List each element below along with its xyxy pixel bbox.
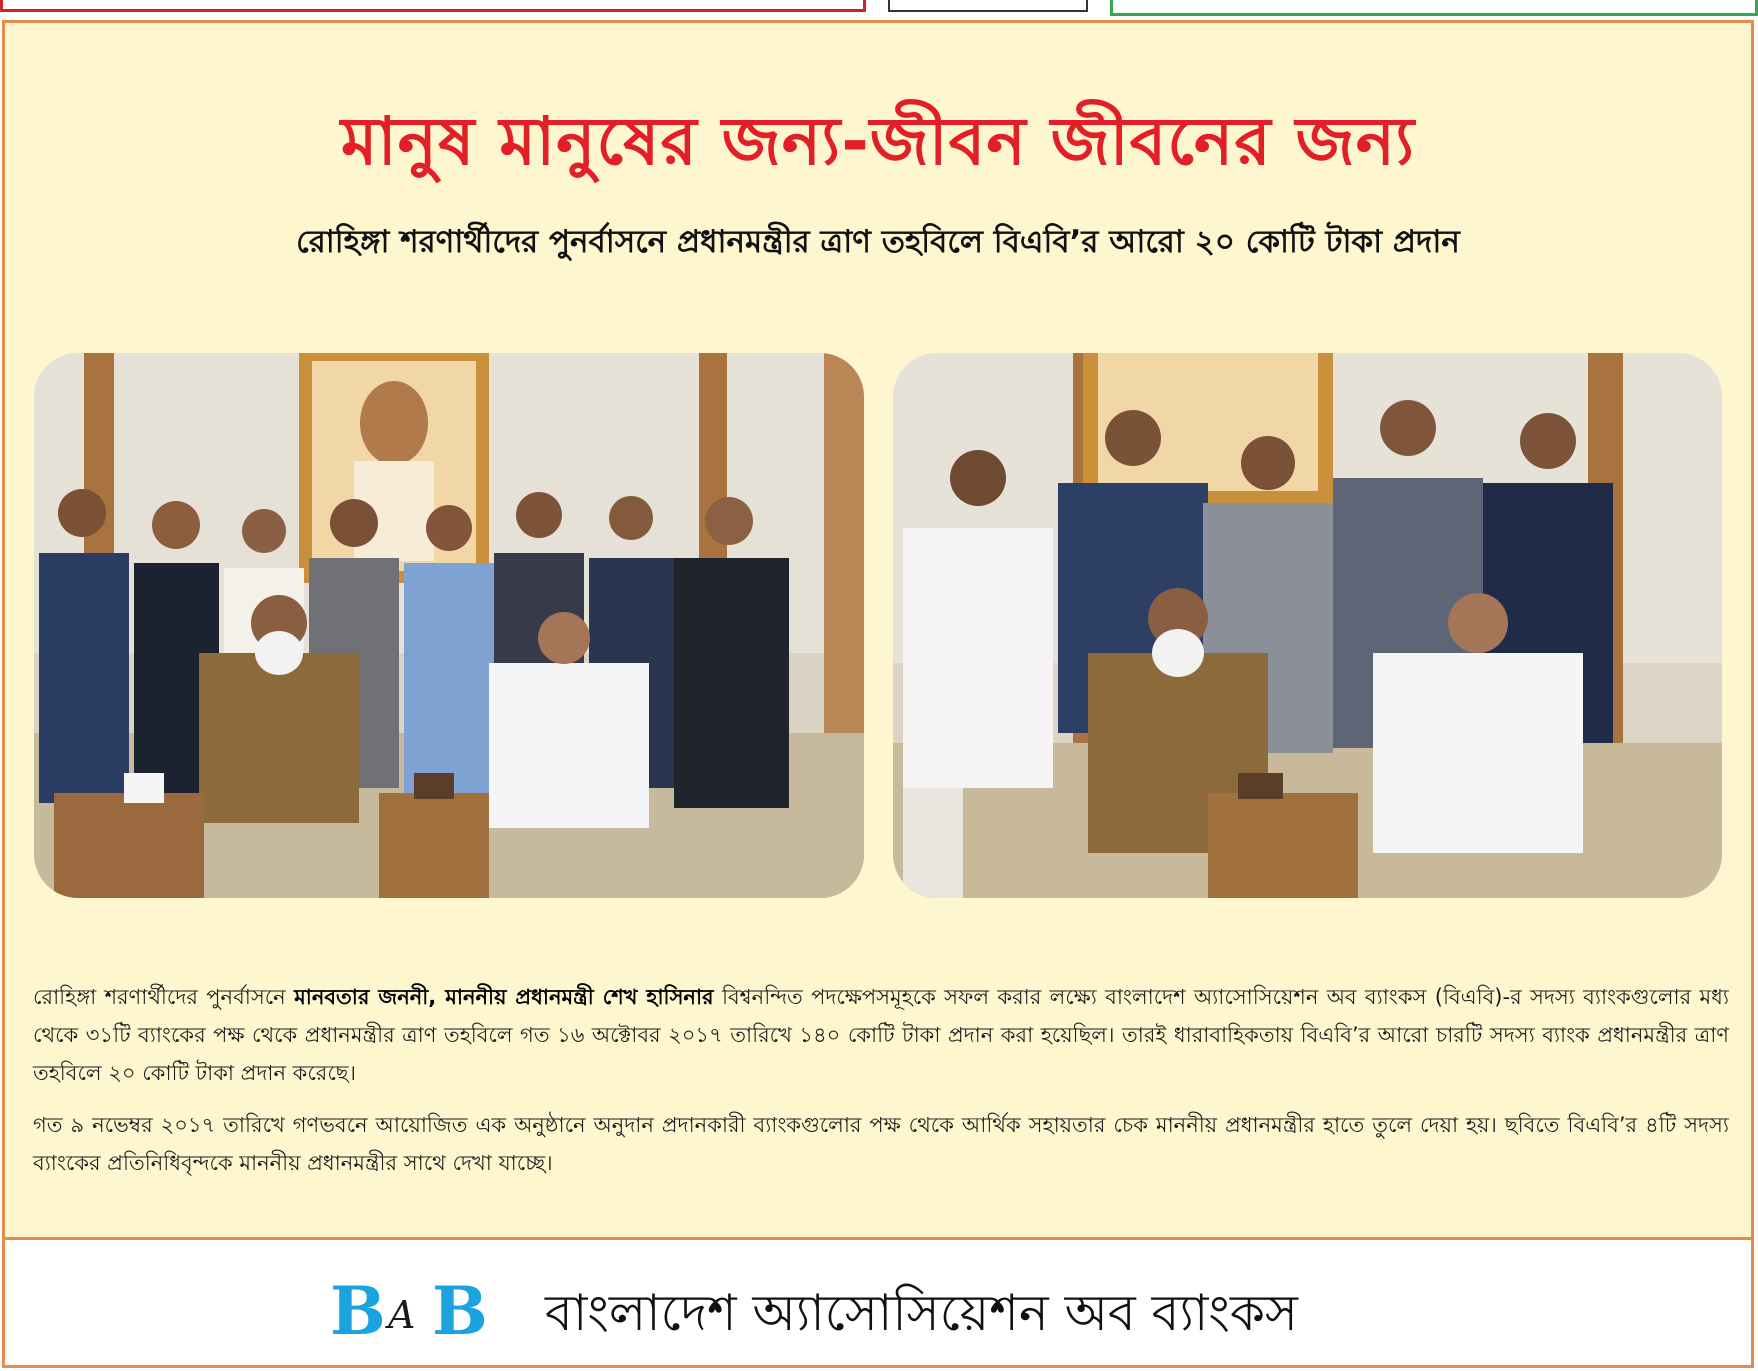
svg-text:B: B — [432, 1276, 488, 1346]
group-photo-right-illustration — [893, 353, 1722, 898]
adjacent-ad-left-border — [0, 0, 866, 12]
ad-subheadline: রোহিঙ্গা শরণার্থীদের পুনর্বাসনে প্রধানমন্ত্রীর ত্রাণ তহবিলে বিএবি’র আরো ২০ কোটি টাকা প্রদান — [296, 224, 1460, 260]
group-photo-right — [893, 353, 1722, 898]
ad-headline: মানুষ মানুষের জন্য-জীবন জীবনের জন্য — [340, 103, 1416, 180]
paragraph-1-rest: বিশ্বনন্দিত পদক্ষেপসমূহকে সফল করার লক্ষ্যে বাংলাদেশ অ্যাসোসিয়েশন অব ব্যাংকস (বিএবি)-র সদস্য ব্যাংকগুলোর মধ্য থেকে ৩১টি ব্যাংকের পক্ষ থেকে প্রধানমন্ত্রীর ত্রাণ তহবিলে গত ১৬ অক্টোবর ২০১৭ তারিখে ১৪০ কোটি টাকা প্রদান করা হয়েছিল। তারই ধারাবাহিকতায় বিএবি’র আরো চারটি সদস্য ব্যাংক প্রধানমন্ত্রীর ত্রাণ তহবিলে ২০ কোটি টাকা প্রদান করেছে। — [33, 985, 1730, 1085]
group-photo-left — [34, 353, 864, 898]
svg-text:B: B — [330, 1276, 386, 1346]
adjacent-ad-middle-border — [888, 0, 1088, 12]
bab-logo — [330, 1276, 515, 1346]
adjacent-ads-strip — [0, 0, 1758, 18]
ad-body-text — [33, 978, 1729, 1196]
bab-logo-mark — [330, 1276, 515, 1346]
org-name: বাংলাদেশ অ্যাসোসিয়েশন অব ব্যাংকস — [545, 1284, 1298, 1342]
ad-paragraph-2: গত ৯ নভেম্বর ২০১৭ তারিখে গণভবনে আয়োজিত এক অনুষ্ঠানে অনুদান প্রদানকারী ব্যাংকগুলোর পক্ষ থেকে আর্থিক সহায়তার চেক মাননীয় প্রধানমন্ত্রীর হাতে তুলে দেয়া হয়। ছবিতে বিএবি’র ৪টি সদস্য ব্যাংকের প্রতিনিধিবৃন্দকে মাননীয় প্রধানমন্ত্রীর সাথে দেখা যাচ্ছে। — [33, 1113, 1729, 1175]
ad-paragraph-1 — [33, 978, 1729, 1092]
advertisement-panel — [2, 20, 1754, 1368]
paragraph-1-lead: রোহিঙ্গা শরণার্থীদের পুনর্বাসনে — [33, 985, 295, 1009]
paragraph-1-emphasis: মানবতার জননী, মাননীয় প্রধানমন্ত্রী শেখ হাসিনার — [294, 985, 714, 1009]
ad-footer — [5, 1240, 1751, 1365]
svg-text:A: A — [388, 1293, 416, 1337]
adjacent-ad-right-border — [1110, 0, 1758, 16]
group-photo-left-illustration — [34, 353, 864, 898]
